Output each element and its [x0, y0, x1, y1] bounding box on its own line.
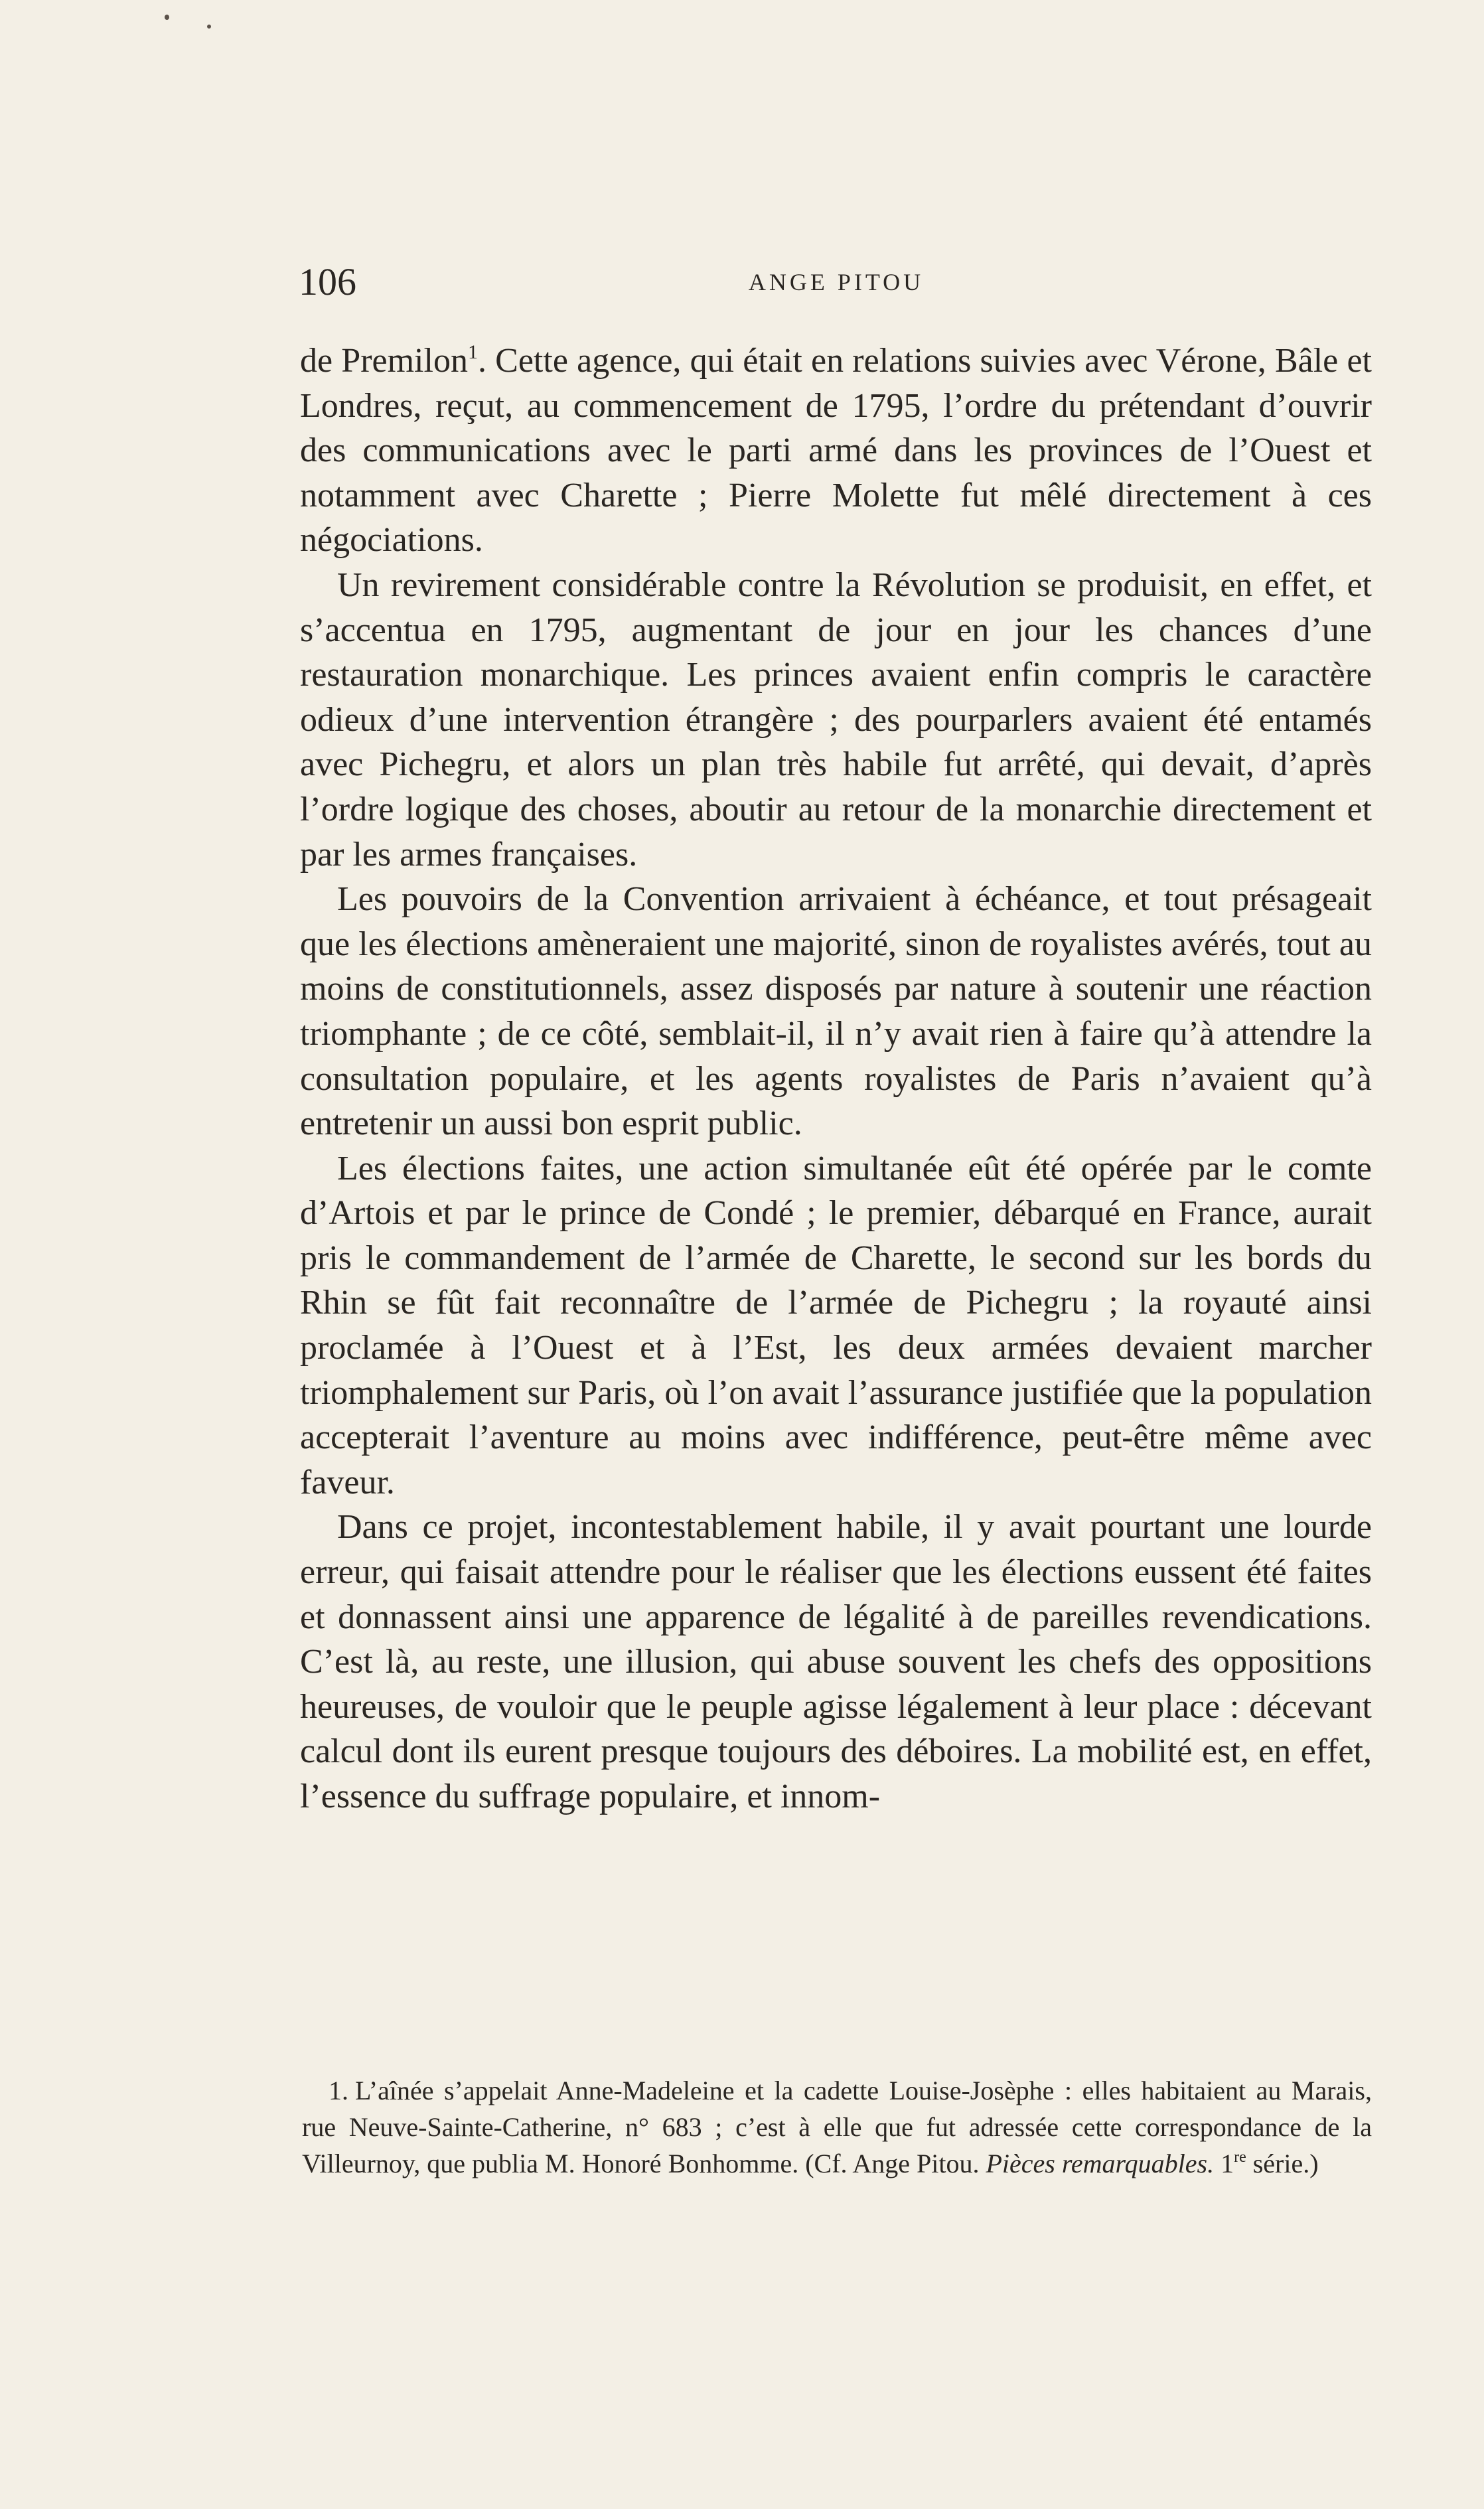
paragraph: Les pouvoirs de la Convention arrivaient à échéance, et tout présageait que les élections amèneraient une majorité, sinon de royalistes avérés, tout au moins de constitutionnels, assez disposés par nature à soutenir une réaction triomphante ; de ce côté, semblait-il, il n’y avait rien à faire qu’à attendre la consultation populaire, et les agents royalistes de Paris n’avaient qu’à entretenir un aussi bon esprit public. — [300, 880, 1372, 1143]
body-text — [300, 339, 1372, 1819]
footnote — [302, 2072, 1372, 2182]
footnote-number: 1. — [329, 2076, 348, 2105]
footnote-title: Pièces remarquables. — [986, 2149, 1215, 2178]
page-number: 106 — [299, 260, 356, 303]
paragraph: Les élections faites, une action simultanée eût été opérée par le comte d’Artois et par le prince de Condé ; le premier, débarqué en France, aurait pris le commandement de l’armée de Charette, le second sur les bords du Rhin se fût fait reconnaître de l’armée de Pichegru ; la royauté ainsi proclamée à l’Ouest et à l’Est, les deux armées devaient marcher triomphalement sur Paris, où l’on avait l’assurance justifiée que la population accepterait l’aventure au moins avec indifférence, peut-être même avec faveur. — [300, 1149, 1372, 1501]
footnote-paragraph — [302, 2072, 1372, 2182]
paragraph: Dans ce projet, incontestablement habile, il y avait pourtant une lourde erreur, qui faisait attendre pour le réaliser que les élections eussent été faites et donnassent ainsi une apparence de légalité à de pareilles revendications. C’est là, au reste, une illusion, qui abuse souvent les chefs des oppositions heureuses, de vouloir que le peuple agisse légalement à leur place : décevant calcul dont ils eurent presque toujours des déboires. La mobilité est, en effet, l’essence du suffrage populaire, et innom- — [300, 1508, 1372, 1815]
footnote-series-end: série.) — [1252, 2149, 1319, 2178]
ink-speck — [165, 15, 169, 20]
paragraph-text: de Premilon — [300, 342, 468, 380]
footnote-reference: 1 — [467, 341, 478, 363]
ink-speck — [207, 25, 211, 29]
footnote-series-number: 1 — [1221, 2149, 1234, 2178]
footnote-series-superscript: re — [1234, 2149, 1246, 2166]
running-title: ANGE PITOU — [748, 269, 925, 295]
footnote-text: L’aînée s’appelait Anne-Madeleine et la cadette Louise-Josèphe : elles habitaient au Marais, rue Neuve-Sainte-Catherine, n° 683 ; c’est à elle que fut adressée cette correspondance de la Villeurnoy, que publia M. Honoré Bonhomme. (Cf. Ange Pitou. — [302, 2076, 1372, 2178]
running-head — [299, 256, 1374, 309]
paragraph — [300, 339, 1372, 563]
paragraph: Un revirement considérable contre la Révolution se produisit, en effet, et s’accentua en 1795, augmentant de jour en jour les chances d’une restauration monarchique. Les princes avaient enfin compris le caractère odieux d’une intervention étrangère ; des pourparlers avaient été entamés avec Pichegru, et alors un plan très habile fut arrêté, qui devait, d’après l’ordre logique des choses, aboutir au retour de la monarchie directement et par les armes françaises. — [300, 566, 1372, 874]
paragraph-text: . Cette agence, qui était en relations suivies avec Vérone, Bâle et Londres, reçut, au commencement de 1795, l’ordre du prétendant d’ouvrir des communications avec le parti armé dans les provinces de l’Ouest et notamment avec Charette ; Pierre Molette fut mêlé directement à ces négociations. — [300, 342, 1372, 560]
